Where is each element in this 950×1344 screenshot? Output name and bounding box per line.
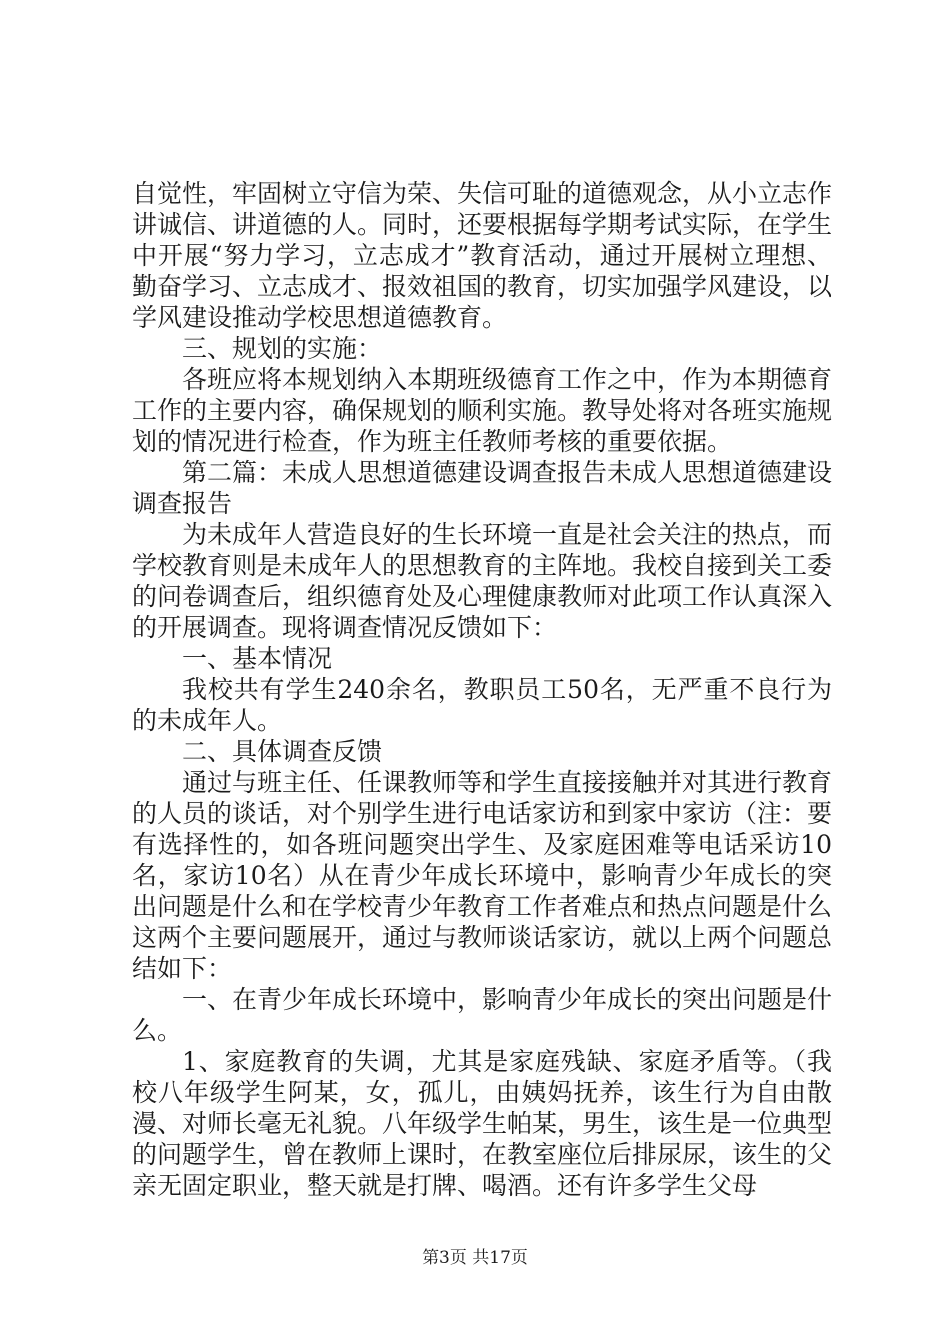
paragraph-4: 第二篇：未成人思想道德建设调查报告未成人思想道德建设调查报告 (132, 458, 833, 518)
paragraph-2: 三、规划的实施： (182, 334, 383, 363)
document-body (132, 178, 832, 1201)
paragraph-3: 各班应将本规划纳入本期班级德育工作之中，作为本期德育工作的主要内容，确保规划的顺利实施。教导处将对各班实施规划的情况进行检查，作为班主任教师考核的重要依据。 (132, 365, 833, 456)
paragraph-10: 一、在青少年成长环境中，影响青少年成长的突出问题是什么。 (132, 985, 833, 1045)
paragraph-7: 我校共有学生240余名，教职员工50名，无严重不良行为的未成年人。 (132, 675, 832, 735)
paragraph-6: 一、基本情况 (182, 644, 333, 673)
paragraph-9: 通过与班主任、任课教师等和学生直接接触并对其进行教育的人员的谈话，对个别学生进行电话家访和到家中家访（注：要有选择性的，如各班问题突出学生、及家庭困难等电话采访10名，家访10名）从在青少年成长环境中，影响青少年成长的突出问题是什么和在学校青少年教育工作者难点和热点问题是什么这两个主要问题展开，通过与教师谈话家访，就以上两个问题总结如下： (132, 768, 833, 983)
paragraph-8: 二、具体调查反馈 (182, 737, 383, 766)
paragraph-1: 自觉性，牢固树立守信为荣、失信可耻的道德观念，从小立志作讲诚信、讲道德的人。同时，还要根据每学期考试实际，在学生中开展“努力学习，立志成才”教育活动，通过开展树立理想、勤奋学习、立志成才、报效祖国的教育，切实加强学风建设，以学风建设推动学校思想道德教育。 (132, 179, 833, 332)
paragraph-5: 为未成年人营造良好的生长环境一直是社会关注的热点，而学校教育则是未成年人的思想教育的主阵地。我校自接到关工委的问卷调查后，组织德育处及心理健康教师对此项工作认真深入的开展调查。现将调查情况反馈如下： (132, 520, 833, 642)
paragraph-11: 1、家庭教育的失调，尤其是家庭残缺、家庭矛盾等。（我校八年级学生阿某，女，孤儿，由姨妈抚养，该生行为自由散漫、对师长毫无礼貌。八年级学生帕某，男生，该生是一位典型的问题学生，曾在教师上课时，在教室座位后排尿尿，该生的父亲无固定职业，整天就是打牌、喝酒。还有许多学生父母 (132, 1047, 833, 1200)
page-number: 第3页 共17页 (422, 1248, 528, 1268)
